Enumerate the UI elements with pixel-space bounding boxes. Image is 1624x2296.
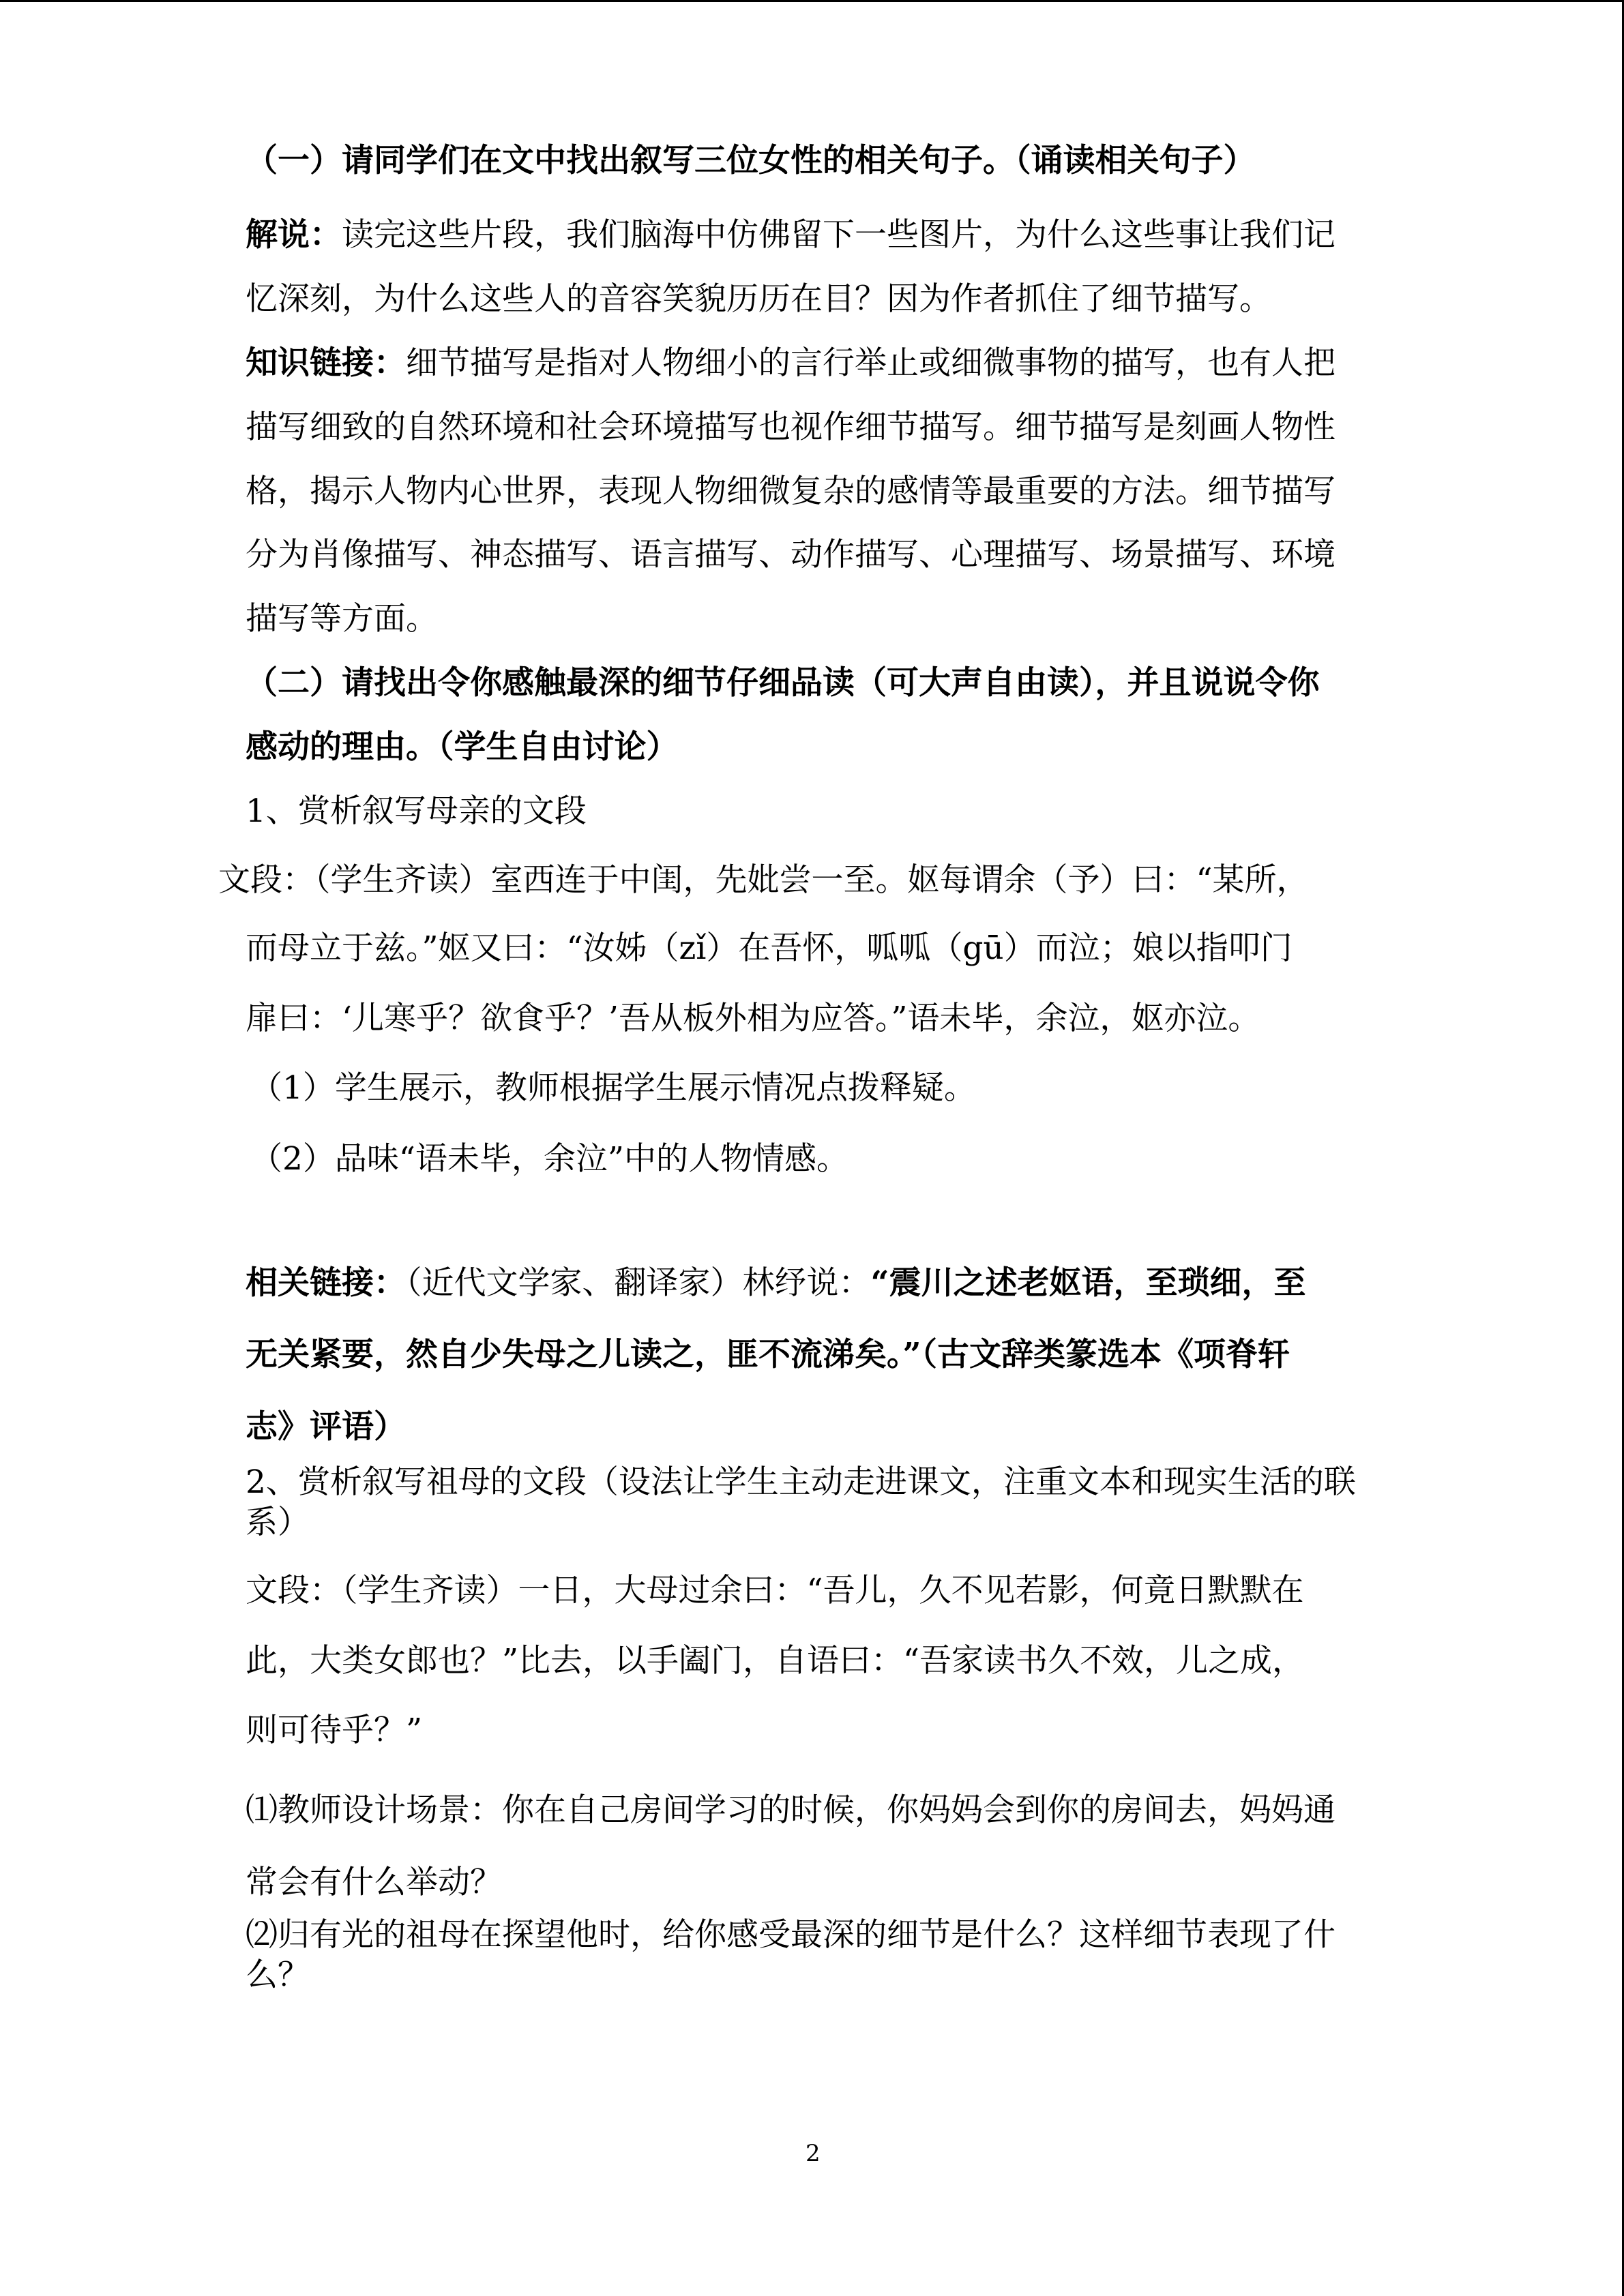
text-run: 文段：（学生齐读）室西连于中闺，先妣尝一至。妪每谓余（予）曰：“某所， xyxy=(218,861,1309,899)
text-line xyxy=(246,663,1320,704)
text-run: 读完这些片段，我们脑海中仿佛留下一些图片，为什么这些事让我们记 xyxy=(342,216,1335,254)
text-run: 细节描写是指对人物细小的言行举止或细微事物的描写，也有人把 xyxy=(406,344,1335,382)
text-line xyxy=(246,1570,1304,1611)
text-line xyxy=(246,471,1335,512)
text-run: 1、赏析叙写母亲的文段 xyxy=(246,792,587,830)
page-number: 2 xyxy=(806,2140,821,2167)
bold-text-run: 解说： xyxy=(246,216,342,254)
bold-text-run: 志》评语） xyxy=(246,1408,406,1446)
text-line xyxy=(246,727,679,768)
text-line xyxy=(218,860,1309,901)
text-run: （2）品味“语未毕，余泣”中的人物情感。 xyxy=(250,1140,848,1178)
text-run: 系） xyxy=(246,1504,310,1541)
text-run: ⑵归有光的祖母在探望他时，给你感受最深的细节是什么？这样细节表现了什 xyxy=(246,1916,1335,1954)
text-run: 分为肖像描写、神态描写、语言描写、动作描写、心理描写、场景描写、环境 xyxy=(246,536,1335,573)
text-line xyxy=(250,1068,976,1109)
text-line xyxy=(246,1502,310,1543)
bold-text-run: 无关紧要，然自少失母之儿读之，匪不流涕矣。”（古文辞类篆选本《项脊轩 xyxy=(246,1336,1290,1373)
text-line xyxy=(246,928,1293,969)
text-run: 扉曰：‘儿寒乎？欲食乎？’吾从板外相为应答。”语未毕，余泣，妪亦泣。 xyxy=(246,1000,1260,1037)
text-run: ⑴教师设计场景：你在自己房间学习的时候，你妈妈会到你的房间去，妈妈通 xyxy=(246,1791,1335,1829)
text-line xyxy=(246,140,1256,181)
text-run: 而母立于兹。”妪又曰：“汝姊（zǐ）在吾怀，呱呱（gū）而泣；娘以指叩门 xyxy=(246,929,1293,967)
text-run: 此，大类女郎也？”比去，以手阖门，自语曰：“吾家读书久不效，儿之成， xyxy=(246,1642,1305,1680)
bold-text-run: 知识链接： xyxy=(246,344,406,382)
bold-text-run: “震川之述老妪语，至琐细，至 xyxy=(870,1264,1306,1302)
text-run: 么？ xyxy=(246,1956,310,1994)
text-run: 常会有什么举动？ xyxy=(246,1864,502,1901)
text-run: 忆深刻，为什么这些人的音容笑貌历历在目？因为作者抓住了细节描写。 xyxy=(246,280,1271,318)
text-line xyxy=(246,791,587,832)
text-run: （1）学生展示，教师根据学生展示情况点拨释疑。 xyxy=(250,1069,976,1107)
text-line xyxy=(246,1462,1356,1503)
text-line xyxy=(246,407,1335,448)
text-line xyxy=(246,215,1335,256)
text-line xyxy=(246,1407,406,1448)
text-line xyxy=(250,1139,848,1180)
text-run: 描写等方面。 xyxy=(246,600,438,638)
text-line xyxy=(246,1862,502,1903)
text-line xyxy=(246,279,1271,320)
text-line xyxy=(246,1710,422,1751)
text-line xyxy=(246,1955,310,1996)
text-line xyxy=(246,998,1260,1039)
text-run: 格，揭示人物内心世界，表现人物细微复杂的感情等最重要的方法。细节描写 xyxy=(246,473,1335,510)
text-line xyxy=(246,1263,1306,1304)
text-run: 描写细致的自然环境和社会环境描写也视作细节描写。细节描写是刻画人物性 xyxy=(246,408,1335,446)
text-line xyxy=(246,343,1335,384)
text-run: 则可待乎？” xyxy=(246,1712,423,1749)
text-run: 2、赏析叙写祖母的文段（设法让学生主动走进课文，注重文本和现实生活的联 xyxy=(246,1463,1356,1501)
bold-text-run: 感动的理由。（学生自由讨论） xyxy=(246,728,679,766)
text-line xyxy=(246,1915,1335,1956)
text-run: （近代文学家、翻译家）林纾说： xyxy=(406,1264,871,1302)
text-line xyxy=(246,1335,1290,1375)
text-line xyxy=(246,1790,1335,1831)
text-run: 文段：（学生齐读）一日，大母过余曰：“吾儿，久不见若影，何竟日默默在 xyxy=(246,1572,1304,1609)
bold-text-run: （二）请找出令你感触最深的细节仔细品读（可大声自由读），并且说说令你 xyxy=(246,664,1320,702)
bold-text-run: （一）请同学们在文中找出叙写三位女性的相关句子。（诵读相关句子） xyxy=(246,142,1256,179)
text-line xyxy=(246,1641,1304,1682)
text-line xyxy=(246,535,1335,576)
bold-text-run: 相关链接： xyxy=(246,1264,406,1302)
text-line xyxy=(246,599,438,640)
